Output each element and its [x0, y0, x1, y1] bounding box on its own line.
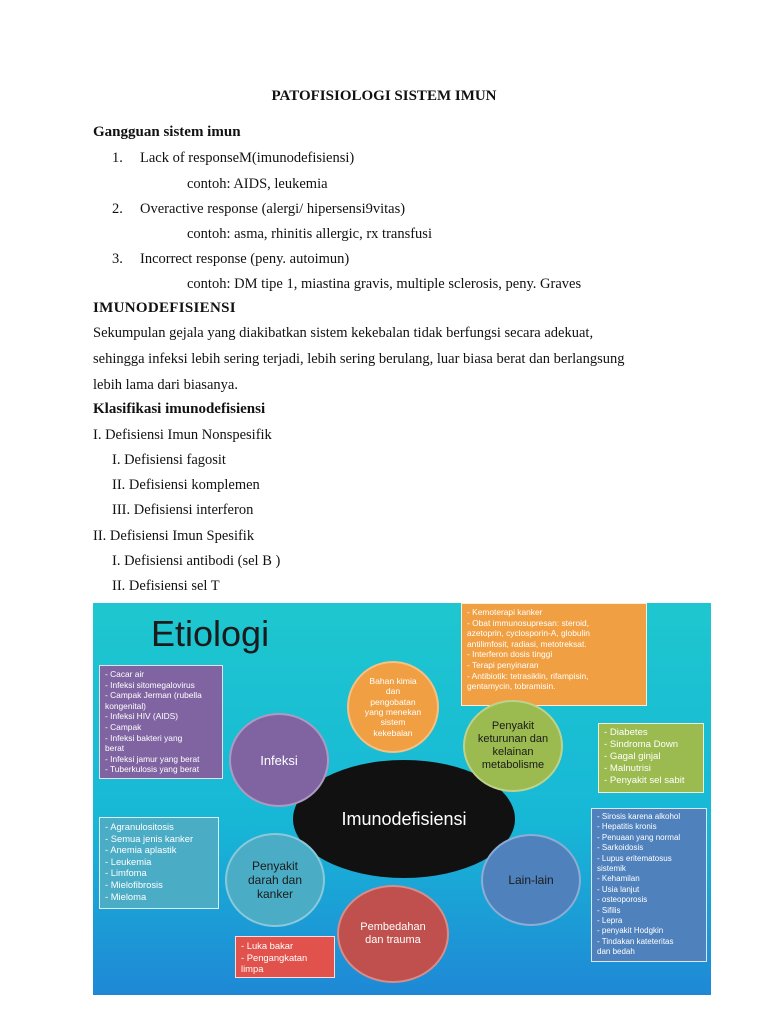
box-line: - Malnutrisi — [604, 763, 651, 774]
node-line: keturunan dan — [477, 733, 549, 745]
box-line: kongenital) — [105, 700, 146, 711]
class-subitem: II. Defisiensi sel T — [112, 578, 220, 594]
document-title: PATOFISIOLOGI SISTEM IMUN — [271, 88, 497, 104]
node-line: sistem — [380, 717, 406, 728]
node-line: Penyakit — [251, 859, 298, 873]
definition-paragraph — [93, 320, 693, 398]
class-subitem: II. Defisiensi komplemen — [112, 477, 260, 493]
box-line: - Gagal ginjal — [604, 751, 661, 762]
box-darah-list — [99, 817, 219, 909]
box-line: - Campak — [105, 721, 142, 732]
box-line: - Mieloma — [105, 890, 147, 902]
node-line: metabolisme — [481, 759, 545, 771]
box-line: - Sifilis — [597, 905, 621, 915]
box-line: - Infeksi sitomegalovirus — [105, 679, 195, 690]
box-line: berat — [105, 743, 125, 754]
box-line: - Hepatitis kronis — [597, 822, 657, 832]
class-subitem: III. Defisiensi interferon — [112, 502, 254, 518]
node-line: Bahan kimia — [369, 675, 417, 686]
definition-line: lebih lama dari biasanya. — [93, 377, 238, 393]
class-subitem: I. Defisiensi fagosit — [112, 452, 226, 468]
disorder-example: contoh: DM tipe 1, miastina gravis, multiple sclerosis, peny. Graves — [187, 276, 582, 292]
definition-line: Sekumpulan gejala yang diakibatkan sistem kekebalan tidak berfungsi secara adekuat, — [93, 325, 594, 341]
class-item: I. Defisiensi Imun Nonspesifik — [93, 427, 272, 443]
box-line: gentamycin, tobramisin. — [467, 681, 556, 692]
list-number: 1. — [112, 150, 123, 166]
box-line: - Agranulositosis — [105, 821, 174, 832]
disorder-label: Incorrect response (peny. autoimun) — [140, 251, 350, 267]
box-line: - Semua jenis kanker — [105, 832, 194, 844]
node-line: dan — [385, 686, 401, 697]
box-line: - Tindakan kateteritas — [597, 936, 674, 946]
box-line: - Lepra — [597, 916, 623, 926]
disorder-example: contoh: AIDS, leukemia — [187, 176, 328, 192]
node-lain-lain — [481, 834, 581, 926]
list-number: 3. — [112, 251, 123, 267]
box-line: - Pengangkatan — [241, 951, 308, 963]
box-line: - Kehamilan — [597, 874, 640, 884]
box-line: - Infeksi bakteri yang — [105, 732, 183, 743]
box-line: - Sindroma Down — [604, 739, 679, 750]
box-line: - Antibiotik: tetrasiklin, rifampisin, — [467, 670, 589, 681]
box-luka-list — [235, 936, 335, 978]
box-line: - Usia lanjut — [597, 884, 640, 894]
box-line: - Interferon dosis tinggi — [467, 649, 553, 660]
section-heading-gangguan: Gangguan sistem imun — [93, 124, 241, 140]
box-lain-list — [591, 808, 707, 962]
box-line: - Cacar air — [105, 669, 145, 679]
node-line: kelainan — [492, 746, 534, 758]
box-line: limpa — [241, 963, 264, 975]
box-line: - Obat immunosupresan: steroid, — [467, 617, 589, 628]
box-line: - Lupus eritematosus — [597, 853, 672, 863]
node-line: kekebalan — [373, 727, 413, 738]
node-line: pengobatan — [370, 696, 416, 707]
box-line: - Sarkoidosis — [597, 843, 644, 853]
box-line: antilimfosit, radiasi, metotreksat. — [467, 638, 587, 649]
box-diabetes — [598, 723, 704, 793]
node-line: Penyakit — [491, 720, 535, 732]
box-line: - Sirosis karena alkohol — [597, 812, 681, 821]
box-line: azetoprin, cyclosporin-A, globulin — [467, 628, 590, 639]
node-line: yang menekan — [364, 707, 422, 717]
etiologi-infographic — [93, 603, 711, 995]
box-line: - Terapi penyinaran — [467, 659, 539, 670]
box-line: - Diabetes — [604, 727, 648, 738]
class-item: II. Defisiensi Imun Spesifik — [93, 528, 255, 544]
section-heading-klasifikasi: Klasifikasi imunodefisiensi — [93, 401, 266, 417]
box-line: - Tuberkulosis yang berat — [105, 764, 200, 775]
disorder-example: contoh: asma, rhinitis allergic, rx transfusi — [187, 226, 432, 242]
node-line: kanker — [256, 887, 293, 901]
section-heading-imunodefisiensi: IMUNODEFISIENSI — [93, 300, 236, 316]
node-penyakit-darah — [225, 833, 325, 927]
box-line: - Campak Jerman (rubella — [105, 690, 202, 701]
node-line: dan trauma — [365, 934, 421, 946]
class-subitem: I. Defisiensi antibodi (sel B ) — [112, 553, 281, 569]
box-line: - Leukemia — [105, 855, 152, 867]
box-line: - Anemia aplastik — [105, 844, 177, 856]
box-line: - Infeksi jamur yang berat — [105, 753, 200, 764]
box-line: - Penuaan yang normal — [597, 832, 681, 842]
list-number: 2. — [112, 201, 123, 217]
box-line: - Luka bakar — [241, 940, 294, 951]
node-bahan-kimia — [347, 661, 439, 753]
node-line: Infeksi — [260, 752, 298, 768]
node-line: Pembedahan — [360, 921, 426, 933]
node-line: darah dan — [247, 873, 303, 887]
node-pembedahan — [337, 885, 449, 983]
box-line: - penyakit Hodgkin — [597, 926, 664, 936]
box-line: sistemik — [597, 864, 626, 874]
disorder-label: Lack of responseM(imunodefisiensi) — [140, 150, 355, 166]
disorder-label: Overactive response (alergi/ hipersensi9vitas) — [140, 201, 406, 217]
node-line: Lain-lain — [508, 873, 554, 887]
definition-line: sehingga infeksi lebih sering terjadi, lebih sering berulang, luar biasa berat dan berlangsung — [93, 351, 625, 367]
box-line: - Kemoterapi kanker — [467, 607, 543, 617]
node-infeksi — [229, 713, 329, 807]
box-line: - Infeksi HIV (AIDS) — [105, 711, 179, 722]
box-kemoterapi — [461, 603, 647, 706]
box-line: dan bedah — [597, 947, 635, 957]
box-line: - Mielofibrosis — [105, 878, 163, 890]
box-line: - Penyakit sel sabit — [604, 775, 685, 786]
node-penyakit-keturunan — [463, 700, 563, 792]
box-line: - Limfoma — [105, 867, 147, 879]
center-label: Imunodefisiensi — [341, 808, 467, 829]
box-line: - osteoporosis — [597, 895, 648, 905]
box-infeksi-list — [99, 665, 223, 779]
infographic-title: Etiologi — [151, 613, 270, 654]
